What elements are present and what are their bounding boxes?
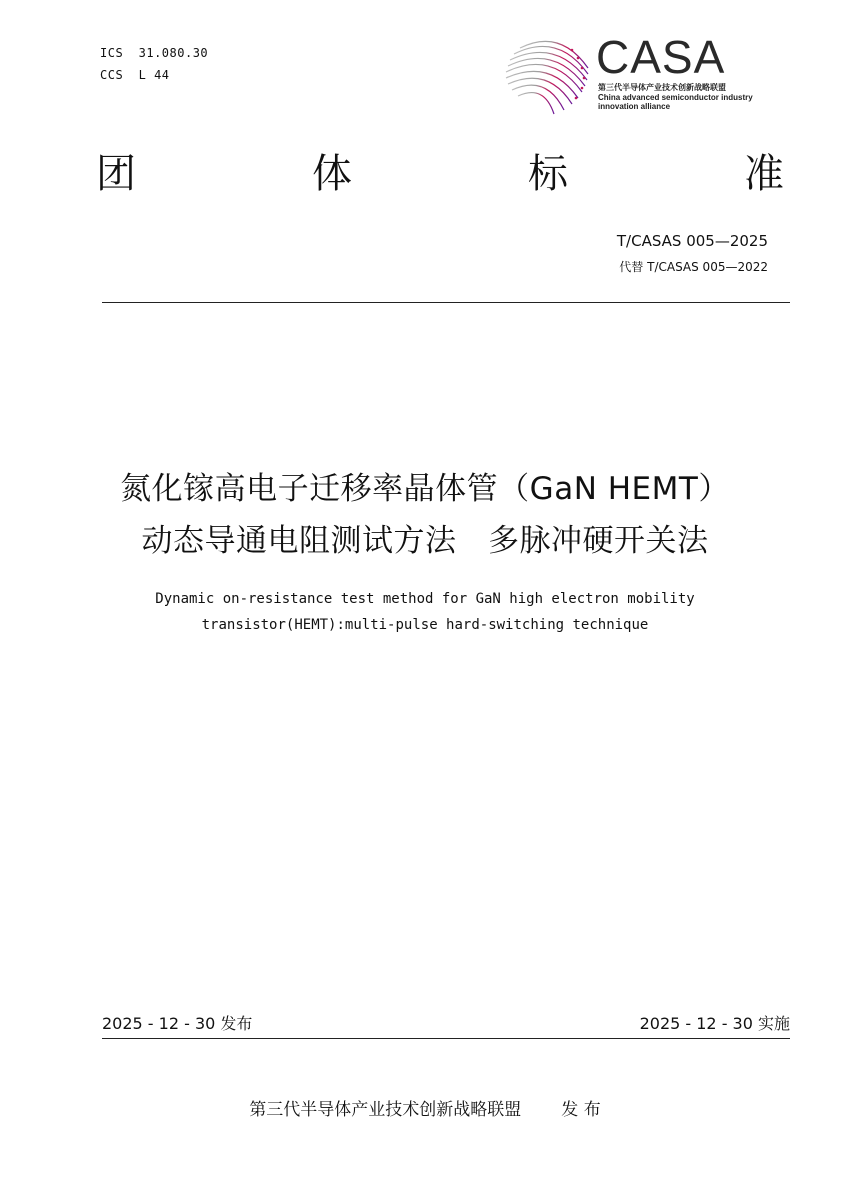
chinese-title-line2: 动态导通电阻测试方法 多脉冲硬开关法 — [141, 523, 709, 559]
issue-date: 2025 - 12 - 30 发布 — [102, 1014, 253, 1033]
doc-type-char: 标 — [528, 151, 568, 197]
english-title-line1: Dynamic on-resistance test method for GaN high electron mobility — [155, 591, 695, 607]
implementation-date: 2025 - 12 - 30 实施 — [639, 1014, 790, 1033]
document-type-heading — [96, 148, 784, 200]
casa-logo — [500, 28, 780, 123]
ics-code: ICS 31.080.30 — [100, 46, 209, 60]
publisher-line — [0, 1097, 850, 1123]
standard-number: T/CASAS 005—2025 — [616, 232, 768, 250]
logo-org-en-line1: China advanced semiconductor industry — [598, 93, 753, 102]
classification-codes — [100, 42, 208, 86]
logo-org-en — [598, 93, 753, 111]
replaces-standard: 代替 T/CASAS 005—2022 — [619, 260, 768, 274]
chinese-title-line1: 氮化镓高电子迁移率晶体管（GaN HEMT） — [120, 471, 730, 507]
publisher-action: 发 布 — [561, 1100, 601, 1120]
english-title — [40, 586, 810, 638]
chinese-title — [60, 463, 790, 567]
logo-org-cn: 第三代半导体产业技术创新战略联盟 — [598, 83, 726, 92]
sphere-logo-icon — [500, 28, 595, 123]
english-title-line2: transistor(HEMT):multi-pulse hard-switching technique — [201, 617, 649, 633]
doc-type-char: 团 — [96, 151, 136, 197]
logo-wordmark: CASA — [596, 31, 726, 83]
publisher-name: 第三代半导体产业技术创新战略联盟 — [249, 1100, 522, 1120]
logo-org-en-line2: innovation alliance — [598, 102, 671, 111]
doc-type-char: 准 — [744, 151, 784, 197]
footer-divider — [102, 1038, 790, 1039]
doc-type-char: 体 — [312, 151, 352, 197]
ccs-code: CCS L 44 — [100, 68, 170, 82]
header-divider — [102, 302, 790, 303]
